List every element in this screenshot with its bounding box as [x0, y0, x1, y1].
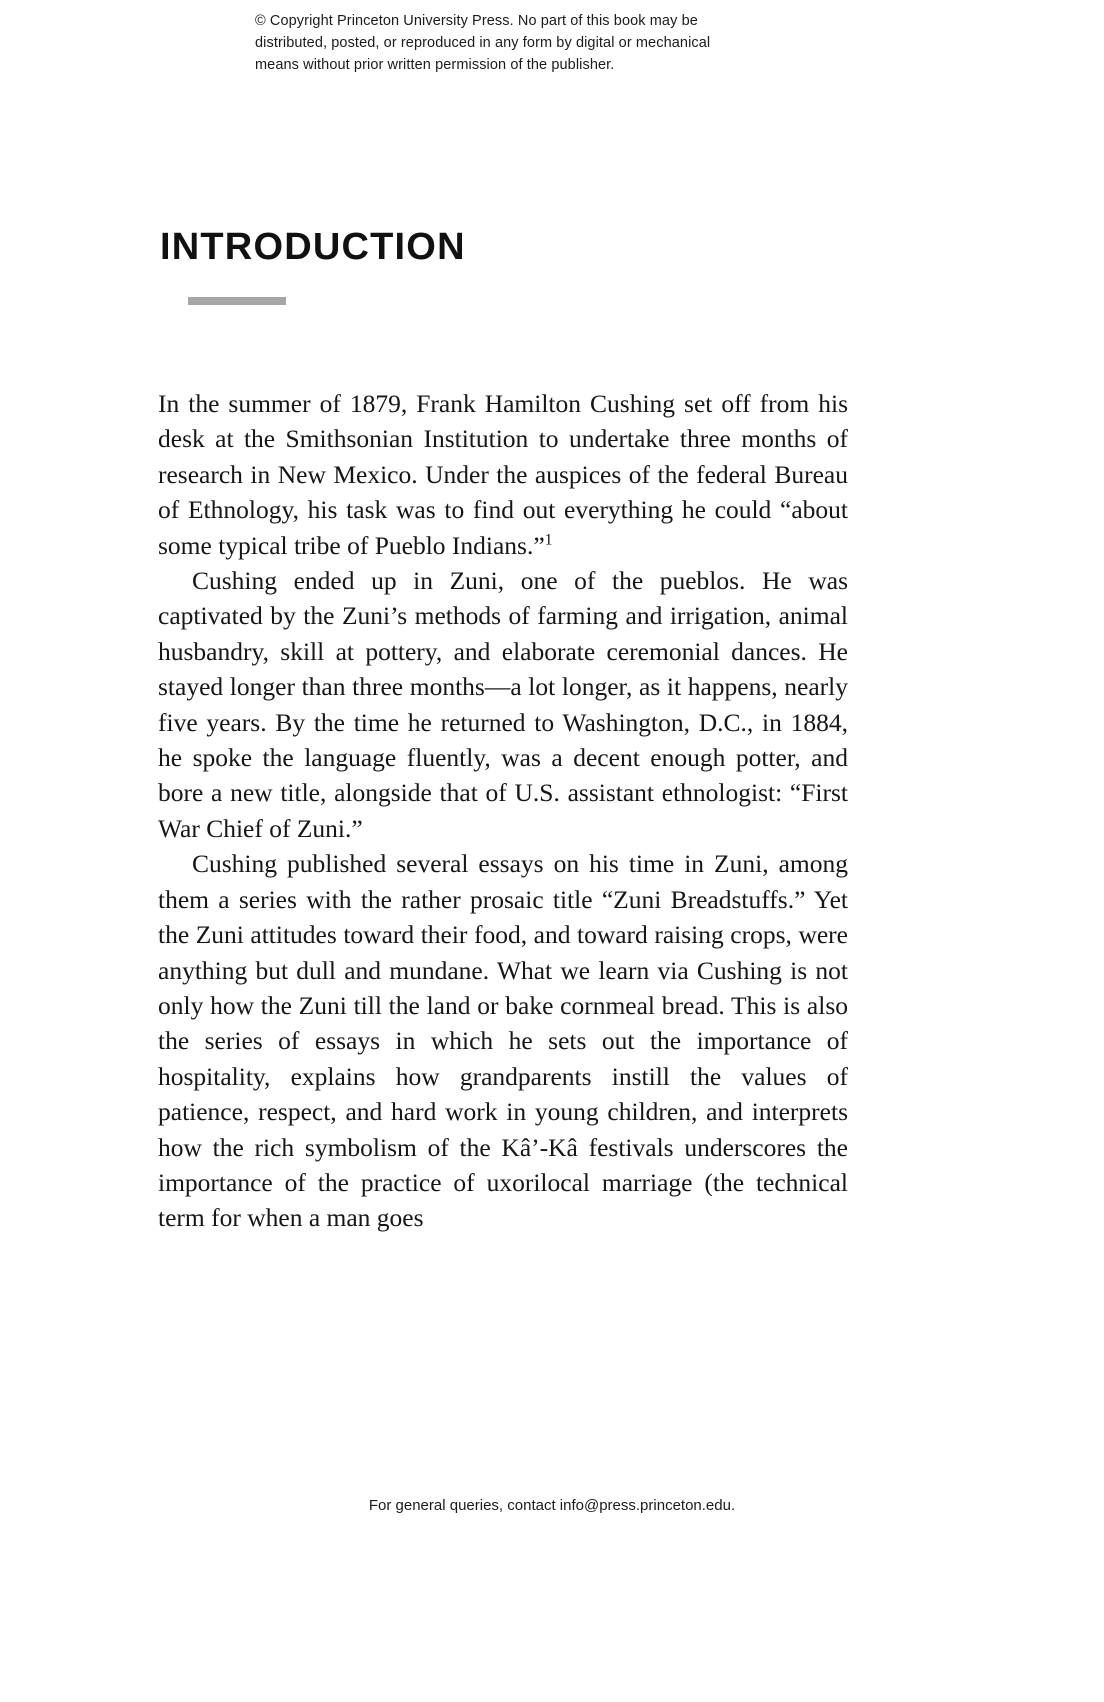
copyright-notice	[255, 10, 815, 76]
paragraph-1	[158, 386, 848, 563]
footer-note: For general queries, contact info@press.princeton.edu.	[368, 1497, 736, 1514]
title-divider	[188, 297, 286, 305]
copyright-line-2: distributed, posted, or reproduced in any form by digital or mechanical	[255, 35, 711, 52]
footnote-marker-1: 1	[544, 531, 553, 549]
page-title: INTRODUCTION	[160, 226, 466, 268]
paragraph-1-text: In the summer of 1879, Frank Hamilton Cushing set off from his desk at the Smithsonian Institution to undertake three months of research in New Mexico. Under the auspices of the federal Bureau of Ethnology, his task was to find out everything he could “about some typical tribe of Pueblo Indians.”	[158, 389, 848, 560]
paragraph-3: Cushing published several essays on his time in Zuni, among them a series with the rather prosaic title “Zuni Breadstuffs.” Yet the Zuni attitudes toward their food, and toward raising crops, were anything but dull and mundane. What we learn via Cushing is not only how the Zuni till the land or bake cornmeal bread. This is also the series of essays in which he sets out the importance of hospitality, explains how grandparents instill the values of patience, respect, and hard work in young children, and interprets how the rich symbolism of the Kâ’-Kâ festivals underscores the importance of the practice of uxorilocal marriage (the technical term for when a man goes	[158, 849, 848, 1233]
paragraph-2: Cushing ended up in Zuni, one of the pueblos. He was captivated by the Zuni’s methods of farming and irrigation, animal husbandry, skill at pottery, and elaborate ceremonial dances. He stayed longer than three months—a lot longer, as it happens, nearly five years. By the time he returned to Washington, D.C., in 1884, he spoke the language fluently, was a decent enough potter, and bore a new title, alongside that of U.S. assistant ethnologist: “First War Chief of Zuni.”	[158, 566, 848, 843]
body-text	[158, 386, 848, 1236]
copyright-line-3: means without prior written permission of the publisher.	[255, 57, 615, 74]
copyright-line-1: © Copyright Princeton University Press. No part of this book may be	[255, 13, 698, 29]
chapter-title-block	[160, 228, 860, 305]
